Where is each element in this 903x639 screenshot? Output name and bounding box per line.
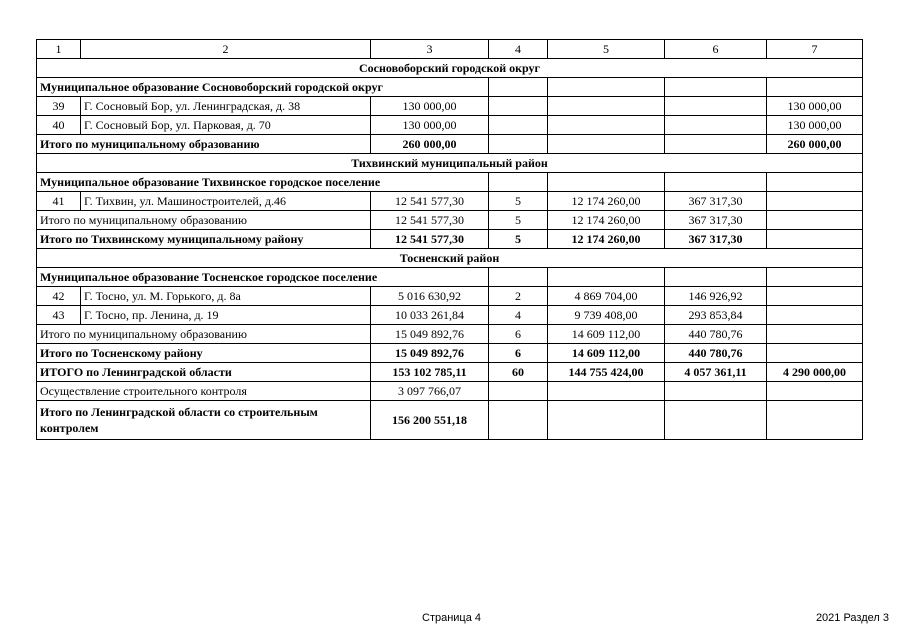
column-number-row	[37, 40, 863, 59]
count-cell: 2	[489, 287, 548, 306]
amount-cell: 15 049 892,76	[371, 325, 489, 344]
amount-cell: 144 755 424,00	[548, 363, 665, 382]
amount-cell	[767, 230, 863, 249]
amount-cell	[665, 135, 767, 154]
amount-cell	[548, 116, 665, 135]
amount-cell: 14 609 112,00	[548, 325, 665, 344]
amount-cell: 130 000,00	[371, 116, 489, 135]
row-number: 42	[37, 287, 81, 306]
amount-cell	[767, 325, 863, 344]
count-cell: 5	[489, 192, 548, 211]
amount-cell	[767, 382, 863, 401]
amount-cell	[665, 97, 767, 116]
municipality-heading: Муниципальное образование Сосновоборский городской округ	[37, 78, 489, 97]
amount-cell	[548, 97, 665, 116]
subtotal-label: Итого по муниципальному образованию	[37, 135, 371, 154]
col-header-3: 3	[371, 40, 489, 59]
final-total-label: Итого по Ленинградской области со строительным контролем	[37, 401, 371, 440]
subtotal-row	[37, 211, 863, 230]
subtotal-row	[37, 325, 863, 344]
construction-control-row	[37, 382, 863, 401]
region-total-row	[37, 230, 863, 249]
municipality-heading-row	[37, 173, 863, 192]
region-heading-row	[37, 154, 863, 173]
amount-cell: 12 174 260,00	[548, 230, 665, 249]
amount-cell: 4 057 361,11	[665, 363, 767, 382]
construction-control-label: Осуществление строительного контроля	[37, 382, 371, 401]
table-row	[37, 192, 863, 211]
amount-cell	[548, 382, 665, 401]
region-total-label: Итого по Тихвинскому муниципальному району	[37, 230, 371, 249]
amount-cell: 440 780,76	[665, 344, 767, 363]
amount-cell: 130 000,00	[767, 116, 863, 135]
col-header-5: 5	[548, 40, 665, 59]
municipality-heading: Муниципальное образование Тихвинское городское поселение	[37, 173, 489, 192]
grand-total-row	[37, 363, 863, 382]
amount-cell: 12 174 260,00	[548, 192, 665, 211]
amount-cell: 293 853,84	[665, 306, 767, 325]
amount-cell: 367 317,30	[665, 211, 767, 230]
count-cell: 60	[489, 363, 548, 382]
subtotal-row	[37, 135, 863, 154]
count-cell: 5	[489, 211, 548, 230]
amount-cell	[665, 116, 767, 135]
count-cell	[489, 97, 548, 116]
count-cell	[489, 135, 548, 154]
amount-cell: 10 033 261,84	[371, 306, 489, 325]
region-heading-row	[37, 249, 863, 268]
amount-cell: 130 000,00	[371, 97, 489, 116]
address-cell: Г. Тосно, пр. Ленина, д. 19	[81, 306, 371, 325]
subtotal-label: Итого по муниципальному образованию	[37, 325, 371, 344]
col-header-6: 6	[665, 40, 767, 59]
row-number: 39	[37, 97, 81, 116]
address-cell: Г. Сосновый Бор, ул. Ленинградская, д. 38	[81, 97, 371, 116]
amount-cell	[548, 401, 665, 440]
amount-cell: 4 290 000,00	[767, 363, 863, 382]
amount-cell: 12 541 577,30	[371, 211, 489, 230]
amount-cell: 440 780,76	[665, 325, 767, 344]
municipality-heading: Муниципальное образование Тосненское городское поселение	[37, 268, 489, 287]
amount-cell	[767, 192, 863, 211]
count-cell: 5	[489, 230, 548, 249]
table-row	[37, 287, 863, 306]
table-row	[37, 116, 863, 135]
amount-cell	[767, 211, 863, 230]
amount-cell: 4 869 704,00	[548, 287, 665, 306]
amount-cell	[767, 287, 863, 306]
count-cell	[489, 382, 548, 401]
region-total-label: Итого по Тосненскому району	[37, 344, 371, 363]
count-cell: 6	[489, 344, 548, 363]
col-header-4: 4	[489, 40, 548, 59]
region-total-row	[37, 344, 863, 363]
amount-cell: 15 049 892,76	[371, 344, 489, 363]
table-row	[37, 97, 863, 116]
count-cell: 4	[489, 306, 548, 325]
address-cell: Г. Тосно, ул. М. Горького, д. 8а	[81, 287, 371, 306]
region-heading-row	[37, 59, 863, 78]
count-cell	[489, 116, 548, 135]
section-label: 2021 Раздел 3	[815, 612, 889, 624]
amount-cell: 12 541 577,30	[371, 192, 489, 211]
region-heading: Тихвинский муниципальный район	[37, 154, 863, 173]
amount-cell	[767, 401, 863, 440]
region-heading: Тосненский район	[37, 249, 863, 268]
amount-cell	[665, 401, 767, 440]
address-cell: Г. Тихвин, ул. Машиностроителей, д.46	[81, 192, 371, 211]
row-number: 40	[37, 116, 81, 135]
municipality-heading-row	[37, 78, 863, 97]
amount-cell: 367 317,30	[665, 192, 767, 211]
table-row	[37, 306, 863, 325]
col-header-7: 7	[767, 40, 863, 59]
amount-cell: 156 200 551,18	[371, 401, 489, 440]
municipality-heading-row	[37, 268, 863, 287]
amount-cell	[767, 344, 863, 363]
amount-cell	[665, 382, 767, 401]
amount-cell: 146 926,92	[665, 287, 767, 306]
final-total-row	[37, 401, 863, 440]
amount-cell: 14 609 112,00	[548, 344, 665, 363]
row-number: 41	[37, 192, 81, 211]
amount-cell: 12 174 260,00	[548, 211, 665, 230]
row-number: 43	[37, 306, 81, 325]
grand-total-label: ИТОГО по Ленинградской области	[37, 363, 371, 382]
col-header-2: 2	[81, 40, 371, 59]
amount-cell: 260 000,00	[767, 135, 863, 154]
subtotal-label: Итого по муниципальному образованию	[37, 211, 371, 230]
amount-cell	[767, 306, 863, 325]
col-header-1: 1	[37, 40, 81, 59]
count-cell: 6	[489, 325, 548, 344]
amount-cell: 153 102 785,11	[371, 363, 489, 382]
address-cell: Г. Сосновый Бор, ул. Парковая, д. 70	[81, 116, 371, 135]
amount-cell: 3 097 766,07	[371, 382, 489, 401]
amount-cell: 260 000,00	[371, 135, 489, 154]
count-cell	[489, 401, 548, 440]
region-heading: Сосновоборский городской округ	[37, 59, 863, 78]
amount-cell: 9 739 408,00	[548, 306, 665, 325]
capital-repair-table	[36, 39, 863, 440]
amount-cell: 5 016 630,92	[371, 287, 489, 306]
page-number: Страница 4	[422, 612, 482, 624]
amount-cell: 130 000,00	[767, 97, 863, 116]
amount-cell: 12 541 577,30	[371, 230, 489, 249]
amount-cell	[548, 135, 665, 154]
amount-cell: 367 317,30	[665, 230, 767, 249]
